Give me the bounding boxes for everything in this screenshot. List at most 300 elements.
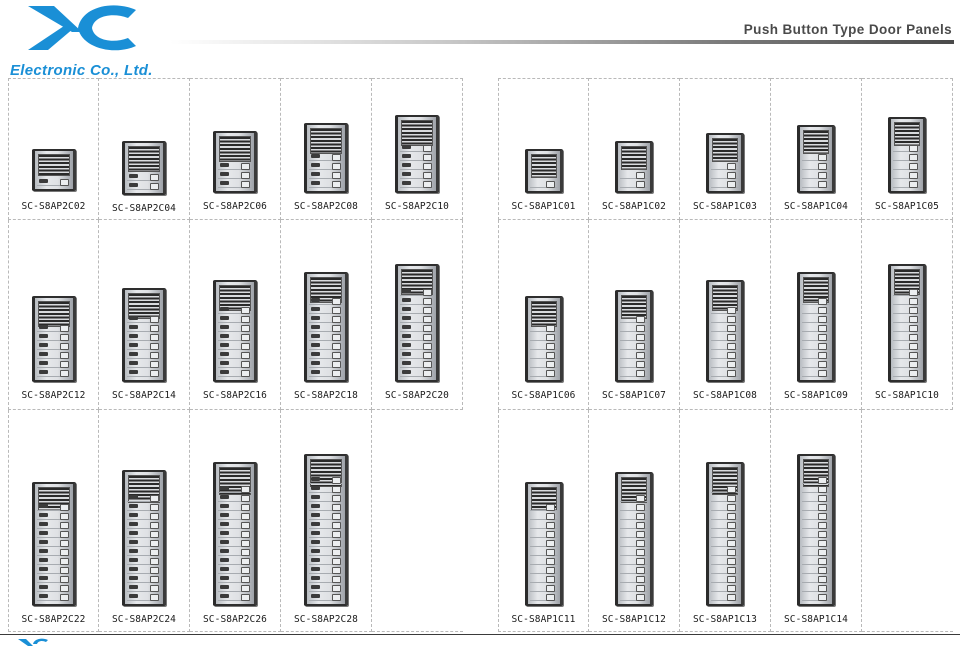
call-button-row	[400, 297, 434, 305]
name-tag	[220, 486, 229, 490]
call-button-row	[802, 351, 830, 359]
call-button-row	[711, 494, 739, 502]
call-button-row	[802, 324, 830, 332]
call-button-row	[530, 584, 558, 592]
call-button-row	[37, 593, 71, 601]
call-button-icon	[909, 298, 918, 305]
empty-cell	[372, 410, 463, 632]
call-button-row	[802, 494, 830, 502]
name-tag	[129, 352, 138, 356]
door-panel-image	[797, 125, 835, 193]
empty-cell	[862, 410, 953, 632]
company-name: Electronic Co., Ltd.	[10, 62, 153, 79]
call-button-row	[711, 360, 739, 368]
call-button-row	[530, 369, 558, 377]
call-button-row	[530, 512, 558, 520]
call-button-stack	[218, 484, 252, 601]
call-button-icon	[150, 558, 159, 565]
call-button-row	[711, 566, 739, 574]
call-button-row	[309, 351, 343, 359]
product-cell	[99, 220, 190, 410]
name-tag	[402, 361, 411, 365]
name-tag	[39, 325, 48, 329]
call-button-icon	[909, 181, 918, 188]
call-button-row	[893, 306, 921, 314]
call-button-row	[620, 521, 648, 529]
call-button-icon	[332, 522, 341, 529]
call-button-row	[530, 521, 558, 529]
product-cell	[190, 220, 281, 410]
product-cell	[498, 220, 589, 410]
call-button-row	[802, 566, 830, 574]
right-panel-grid	[498, 78, 953, 632]
call-button-icon	[818, 585, 827, 592]
call-button-icon	[546, 540, 555, 547]
call-button-row	[400, 342, 434, 350]
call-button-row	[620, 360, 648, 368]
product-cell	[771, 220, 862, 410]
call-button-row	[620, 530, 648, 538]
call-button-row	[218, 494, 252, 502]
call-button-row	[127, 360, 161, 368]
call-button-row	[711, 521, 739, 529]
door-panel-image	[797, 454, 835, 606]
call-button-row	[620, 539, 648, 547]
call-button-row	[893, 153, 921, 161]
call-button-icon	[423, 145, 432, 152]
call-button-icon	[423, 325, 432, 332]
call-button-icon	[241, 531, 250, 538]
call-button-icon	[727, 585, 736, 592]
call-button-icon	[150, 549, 159, 556]
call-button-icon	[818, 522, 827, 529]
product-cell	[862, 78, 953, 220]
name-tag	[39, 334, 48, 338]
call-button-row	[309, 512, 343, 520]
call-button-row	[620, 575, 648, 583]
call-button-icon	[909, 325, 918, 332]
model-label: SC-S8AP1C03	[692, 201, 757, 212]
call-button-icon	[60, 558, 69, 565]
call-button-stack	[530, 179, 558, 188]
call-button-icon	[241, 576, 250, 583]
call-button-icon	[332, 558, 341, 565]
call-button-icon	[150, 183, 159, 190]
call-button-row	[530, 351, 558, 359]
product-cell	[771, 78, 862, 220]
call-button-row	[802, 315, 830, 323]
product-cell	[589, 78, 680, 220]
model-label: SC-S8AP2C18	[293, 390, 358, 401]
call-button-row	[802, 521, 830, 529]
call-button-icon	[818, 352, 827, 359]
call-button-row	[711, 351, 739, 359]
call-button-icon	[727, 163, 736, 170]
call-button-row	[127, 557, 161, 565]
call-button-stack	[400, 287, 434, 377]
call-button-row	[127, 539, 161, 547]
name-tag	[402, 307, 411, 311]
name-tag	[39, 513, 48, 517]
door-panel-image	[122, 141, 166, 195]
door-panel-image	[32, 296, 76, 382]
call-button-stack	[802, 152, 830, 188]
call-button-row	[620, 593, 648, 601]
call-button-stack	[802, 475, 830, 601]
call-button-icon	[909, 352, 918, 359]
call-button-row	[620, 369, 648, 377]
call-button-row	[711, 548, 739, 556]
call-button-row	[309, 485, 343, 493]
name-tag	[311, 504, 320, 508]
call-button-row	[620, 584, 648, 592]
call-button-row	[309, 476, 343, 484]
door-panel-image	[615, 290, 653, 382]
call-button-row	[711, 512, 739, 520]
call-button-row	[400, 315, 434, 323]
call-button-row	[802, 306, 830, 314]
call-button-icon	[909, 289, 918, 296]
call-button-icon	[636, 531, 645, 538]
call-button-row	[37, 324, 71, 332]
call-button-stack	[530, 502, 558, 601]
call-button-row	[37, 548, 71, 556]
call-button-row	[400, 171, 434, 179]
call-button-icon	[150, 522, 159, 529]
call-button-row	[309, 494, 343, 502]
call-button-row	[893, 315, 921, 323]
call-button-icon	[818, 316, 827, 323]
call-button-row	[893, 324, 921, 332]
name-tag	[311, 370, 320, 374]
call-button-icon	[818, 163, 827, 170]
call-button-icon	[332, 325, 341, 332]
call-button-row	[127, 315, 161, 323]
call-button-row	[127, 369, 161, 377]
call-button-row	[711, 180, 739, 188]
name-tag	[311, 163, 320, 167]
call-button-row	[711, 575, 739, 583]
name-tag	[220, 163, 229, 167]
call-button-icon	[727, 540, 736, 547]
door-panel-image	[213, 280, 257, 382]
call-button-row	[711, 324, 739, 332]
call-button-icon	[423, 361, 432, 368]
call-button-icon	[150, 343, 159, 350]
call-button-row	[309, 557, 343, 565]
door-panel-image	[213, 462, 257, 606]
call-button-icon	[546, 361, 555, 368]
name-tag	[129, 531, 138, 535]
call-button-row	[400, 153, 434, 161]
door-panel-image	[888, 264, 926, 382]
name-tag	[39, 540, 48, 544]
call-button-row	[37, 557, 71, 565]
call-button-row	[400, 306, 434, 314]
call-button-row	[127, 566, 161, 574]
call-button-icon	[332, 352, 341, 359]
call-button-row	[127, 521, 161, 529]
call-button-icon	[909, 172, 918, 179]
call-button-row	[309, 530, 343, 538]
call-button-stack	[530, 323, 558, 377]
call-button-icon	[636, 352, 645, 359]
door-panel-image	[525, 296, 563, 382]
call-button-row	[309, 360, 343, 368]
call-button-row	[802, 557, 830, 565]
call-button-icon	[332, 370, 341, 377]
call-button-icon	[150, 585, 159, 592]
call-button-icon	[60, 549, 69, 556]
product-cell	[190, 78, 281, 220]
call-button-stack	[37, 323, 71, 377]
call-button-row	[37, 178, 71, 186]
name-tag	[39, 594, 48, 598]
model-label: SC-S8AP1C12	[601, 614, 666, 625]
speaker-grille	[621, 146, 647, 170]
call-button-icon	[150, 352, 159, 359]
call-button-icon	[241, 325, 250, 332]
door-panel-image	[304, 272, 348, 382]
call-button-icon	[909, 343, 918, 350]
call-button-icon	[241, 361, 250, 368]
call-button-stack	[400, 143, 434, 188]
model-label: SC-S8AP1C09	[783, 390, 848, 401]
call-button-row	[309, 153, 343, 161]
name-tag	[129, 343, 138, 347]
name-tag	[402, 289, 411, 293]
call-button-icon	[818, 307, 827, 314]
call-button-icon	[546, 343, 555, 350]
call-button-stack	[309, 152, 343, 188]
name-tag	[129, 558, 138, 562]
call-button-row	[309, 162, 343, 170]
call-button-row	[218, 521, 252, 529]
call-button-icon	[150, 513, 159, 520]
call-button-icon	[909, 316, 918, 323]
call-button-icon	[636, 585, 645, 592]
call-button-row	[711, 557, 739, 565]
call-button-row	[893, 351, 921, 359]
call-button-icon	[332, 361, 341, 368]
name-tag	[220, 594, 229, 598]
call-button-row	[711, 485, 739, 493]
call-button-icon	[818, 334, 827, 341]
call-button-row	[802, 342, 830, 350]
call-button-icon	[332, 486, 341, 493]
call-button-row	[127, 503, 161, 511]
call-button-icon	[546, 549, 555, 556]
name-tag	[129, 567, 138, 571]
call-button-icon	[546, 558, 555, 565]
call-button-icon	[60, 513, 69, 520]
call-button-icon	[727, 558, 736, 565]
name-tag	[220, 495, 229, 499]
model-label: SC-S8AP1C08	[692, 390, 757, 401]
call-button-row	[802, 593, 830, 601]
call-button-icon	[546, 585, 555, 592]
name-tag	[311, 316, 320, 320]
call-button-stack	[711, 161, 739, 188]
call-button-icon	[332, 504, 341, 511]
call-button-icon	[727, 370, 736, 377]
call-button-row	[37, 360, 71, 368]
call-button-icon	[423, 316, 432, 323]
name-tag	[402, 181, 411, 185]
name-tag	[220, 181, 229, 185]
call-button-icon	[636, 325, 645, 332]
call-button-icon	[150, 174, 159, 181]
model-label: SC-S8AP2C08	[293, 201, 358, 212]
model-label: SC-S8AP2C28	[293, 614, 358, 625]
name-tag	[39, 343, 48, 347]
name-tag	[311, 477, 320, 481]
call-button-icon	[60, 522, 69, 529]
model-label: SC-S8AP2C06	[202, 201, 267, 212]
name-tag	[220, 352, 229, 356]
call-button-row	[309, 503, 343, 511]
call-button-icon	[241, 522, 250, 529]
name-tag	[402, 343, 411, 347]
call-button-icon	[241, 513, 250, 520]
call-button-icon	[241, 343, 250, 350]
call-button-icon	[150, 540, 159, 547]
call-button-icon	[818, 513, 827, 520]
call-button-row	[893, 342, 921, 350]
call-button-icon	[636, 181, 645, 188]
call-button-icon	[909, 163, 918, 170]
call-button-row	[218, 566, 252, 574]
door-panel-image	[525, 482, 563, 606]
call-button-row	[400, 162, 434, 170]
call-button-row	[530, 342, 558, 350]
call-button-icon	[818, 576, 827, 583]
call-button-icon	[241, 163, 250, 170]
call-button-icon	[423, 154, 432, 161]
call-button-row	[802, 530, 830, 538]
call-button-icon	[150, 495, 159, 502]
call-button-row	[711, 162, 739, 170]
call-button-icon	[332, 181, 341, 188]
call-button-icon	[818, 361, 827, 368]
product-cell	[372, 220, 463, 410]
call-button-row	[620, 351, 648, 359]
name-tag	[311, 495, 320, 499]
call-button-icon	[423, 370, 432, 377]
call-button-row	[802, 476, 830, 484]
door-panel-image	[706, 133, 744, 193]
call-button-row	[127, 494, 161, 502]
call-button-icon	[636, 370, 645, 377]
name-tag	[39, 504, 48, 508]
model-label: SC-S8AP2C12	[21, 390, 86, 401]
call-button-icon	[727, 504, 736, 511]
call-button-icon	[332, 334, 341, 341]
call-button-stack	[309, 296, 343, 377]
name-tag	[129, 594, 138, 598]
call-button-icon	[636, 567, 645, 574]
model-label: SC-S8AP2C26	[202, 614, 267, 625]
name-tag	[311, 325, 320, 329]
speaker-grille	[531, 154, 557, 178]
call-button-row	[37, 369, 71, 377]
call-button-row	[620, 171, 648, 179]
call-button-row	[802, 503, 830, 511]
product-cell	[99, 410, 190, 632]
door-panel-image	[525, 149, 563, 193]
call-button-row	[309, 575, 343, 583]
call-button-row	[37, 539, 71, 547]
product-cell	[99, 78, 190, 220]
call-button-icon	[241, 594, 250, 601]
name-tag	[311, 531, 320, 535]
call-button-row	[893, 369, 921, 377]
name-tag	[129, 334, 138, 338]
call-button-row	[309, 180, 343, 188]
call-button-icon	[241, 181, 250, 188]
name-tag	[129, 174, 138, 178]
call-button-icon	[727, 486, 736, 493]
door-panel-image	[797, 272, 835, 382]
call-button-icon	[60, 585, 69, 592]
call-button-row	[309, 539, 343, 547]
name-tag	[129, 183, 138, 187]
call-button-icon	[546, 370, 555, 377]
call-button-stack	[620, 314, 648, 377]
call-button-icon	[636, 172, 645, 179]
call-button-icon	[818, 181, 827, 188]
door-panel-image	[304, 454, 348, 606]
name-tag	[402, 145, 411, 149]
product-cell	[372, 78, 463, 220]
call-button-row	[711, 315, 739, 323]
name-tag	[129, 585, 138, 589]
call-button-row	[620, 324, 648, 332]
call-button-icon	[423, 307, 432, 314]
call-button-row	[530, 324, 558, 332]
product-cell	[281, 78, 372, 220]
call-button-icon	[423, 163, 432, 170]
call-button-row	[309, 333, 343, 341]
call-button-icon	[818, 486, 827, 493]
product-cell	[589, 410, 680, 632]
call-button-row	[530, 539, 558, 547]
name-tag	[220, 361, 229, 365]
call-button-icon	[332, 531, 341, 538]
call-button-icon	[332, 567, 341, 574]
name-tag	[311, 522, 320, 526]
call-button-icon	[909, 361, 918, 368]
call-button-icon	[150, 531, 159, 538]
model-label: SC-S8AP1C01	[511, 201, 576, 212]
call-button-row	[893, 360, 921, 368]
model-label: SC-S8AP1C11	[511, 614, 576, 625]
call-button-icon	[150, 594, 159, 601]
call-button-icon	[60, 361, 69, 368]
call-button-icon	[60, 352, 69, 359]
company-logo	[24, 2, 138, 54]
call-button-icon	[818, 154, 827, 161]
name-tag	[39, 558, 48, 562]
call-button-icon	[241, 172, 250, 179]
name-tag	[220, 558, 229, 562]
call-button-row	[711, 584, 739, 592]
call-button-row	[218, 485, 252, 493]
call-button-row	[127, 575, 161, 583]
call-button-row	[711, 306, 739, 314]
call-button-row	[620, 566, 648, 574]
model-label: SC-S8AP2C04	[111, 203, 176, 214]
